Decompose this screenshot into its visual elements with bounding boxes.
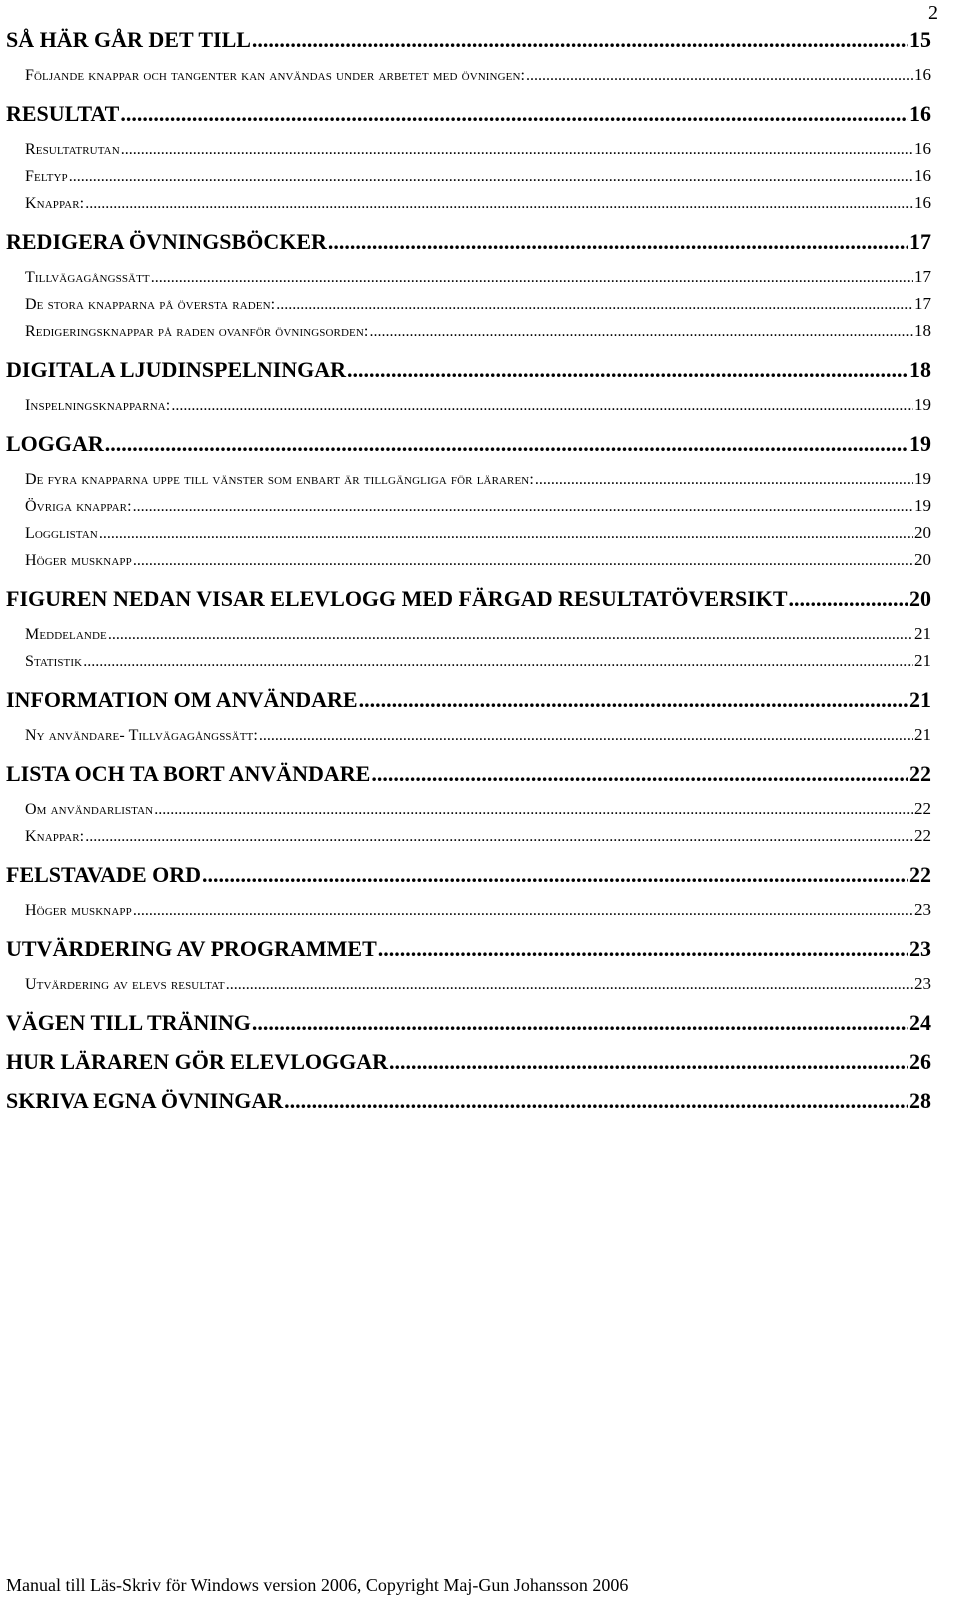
toc-entry-title: Utvärdering av elevs resultat: [25, 976, 225, 993]
toc-entry-page-number: 23: [914, 900, 931, 919]
toc-dot-leader: [226, 972, 913, 998]
toc-entry-page-number: 22: [909, 761, 931, 786]
toc-entry-title: Logglistan: [25, 525, 98, 542]
toc-entry-page-number: 18: [914, 321, 931, 340]
toc-subentry[interactable]: [6, 823, 931, 850]
toc-entry-page-number: 19: [909, 431, 931, 456]
toc-subentry[interactable]: [6, 466, 931, 493]
toc-dot-leader: [202, 861, 908, 889]
toc-entry-page-number: 28: [909, 1088, 931, 1113]
toc-heading-entry[interactable]: [6, 228, 931, 256]
toc-entry-title: FIGUREN NEDAN VISAR ELEVLOGG MED FÄRGAD RESULTATÖVERSIKT: [6, 586, 788, 611]
toc-dot-leader: [535, 467, 913, 493]
toc-entry-page-number: 17: [914, 267, 931, 286]
toc-entry-page-number: 17: [909, 229, 931, 254]
toc-entry-title: De stora knapparna på översta raden:: [25, 296, 276, 313]
toc-entry-title: Statistik: [25, 653, 83, 670]
toc-entry-page-number: 16: [914, 193, 931, 212]
toc-dot-leader: [171, 393, 913, 419]
toc-entry-page-number: 23: [909, 936, 931, 961]
toc-dot-leader: [105, 430, 908, 458]
toc-dot-leader: [85, 824, 913, 850]
toc-entry-title: DIGITALA LJUDINSPELNINGAR: [6, 357, 347, 382]
toc-subentry[interactable]: [6, 62, 931, 89]
toc-entry-title: UTVÄRDERING AV PROGRAMMET: [6, 936, 377, 961]
toc-dot-leader: [69, 164, 913, 190]
toc-entry-title: RESULTAT: [6, 101, 120, 126]
page-number: 2: [928, 2, 938, 24]
toc-dot-leader: [120, 100, 908, 128]
toc-heading-entry[interactable]: [6, 26, 931, 54]
toc-entry-title: Meddelande: [25, 626, 107, 643]
toc-dot-leader: [85, 191, 913, 217]
toc-subentry[interactable]: [6, 190, 931, 217]
toc-heading-entry[interactable]: [6, 1009, 931, 1037]
toc-heading-entry[interactable]: [6, 1087, 931, 1115]
toc-entry-title: Knappar:: [25, 195, 85, 212]
toc-entry-title: Övriga knappar:: [25, 498, 132, 515]
toc-heading-entry[interactable]: [6, 861, 931, 889]
toc-subentry[interactable]: [6, 136, 931, 163]
toc-entry-page-number: 16: [914, 166, 931, 185]
toc-dot-leader: [526, 63, 913, 89]
toc-dot-leader: [276, 292, 913, 318]
toc-heading-entry[interactable]: [6, 760, 931, 788]
toc-heading-entry[interactable]: [6, 585, 931, 613]
toc-entry-page-number: 20: [914, 550, 931, 569]
toc-dot-leader: [389, 1048, 908, 1076]
toc-entry-title: Tillvägagångssätt: [25, 269, 150, 286]
toc-entry-title: De fyra knapparna uppe till vänster som enbart är tillgängliga för läraren:: [25, 471, 534, 488]
toc-entry-title: Höger musknapp: [25, 902, 132, 919]
toc-heading-entry[interactable]: [6, 356, 931, 384]
toc-entry-title: Feltyp: [25, 168, 68, 185]
toc-entry-page-number: 16: [914, 139, 931, 158]
toc-entry-title: Redigeringsknappar på raden ovanför övningsorden:: [25, 323, 369, 340]
toc-entry-page-number: 20: [914, 523, 931, 542]
toc-entry-title: Resultatrutan: [25, 141, 120, 158]
toc-dot-leader: [789, 585, 908, 613]
toc-dot-leader: [369, 319, 913, 345]
toc-heading-entry[interactable]: [6, 686, 931, 714]
toc-entry-title: HUR LÄRAREN GÖR ELEVLOGGAR: [6, 1049, 388, 1074]
toc-subentry[interactable]: [6, 318, 931, 345]
toc-dot-leader: [108, 622, 913, 648]
toc-entry-page-number: 26: [909, 1049, 931, 1074]
toc-entry-page-number: 23: [914, 974, 931, 993]
toc-dot-leader: [154, 797, 913, 823]
toc-subentry[interactable]: [6, 163, 931, 190]
toc-entry-page-number: 19: [914, 395, 931, 414]
toc-dot-leader: [121, 137, 913, 163]
toc-entry-title: Inspelningsknapparna:: [25, 397, 171, 414]
toc-entry-page-number: 19: [914, 496, 931, 515]
toc-dot-leader: [252, 26, 908, 54]
table-of-contents: [6, 26, 931, 1123]
toc-dot-leader: [99, 521, 913, 547]
toc-subentry[interactable]: [6, 291, 931, 318]
toc-entry-page-number: 17: [914, 294, 931, 313]
toc-dot-leader: [328, 228, 908, 256]
toc-heading-entry[interactable]: [6, 100, 931, 128]
toc-heading-entry[interactable]: [6, 1048, 931, 1076]
toc-subentry[interactable]: [6, 796, 931, 823]
toc-subentry[interactable]: [6, 971, 931, 998]
toc-dot-leader: [133, 548, 913, 574]
toc-entry-page-number: 20: [909, 586, 931, 611]
toc-dot-leader: [133, 898, 913, 924]
toc-entry-page-number: 18: [909, 357, 931, 382]
toc-entry-page-number: 16: [909, 101, 931, 126]
toc-dot-leader: [371, 760, 908, 788]
toc-entry-page-number: 22: [914, 826, 931, 845]
toc-entry-title: LISTA OCH TA BORT ANVÄNDARE: [6, 761, 371, 786]
toc-entry-page-number: 15: [909, 27, 931, 52]
toc-entry-title: Ny användare- Tillvägagångssätt:: [25, 727, 258, 744]
toc-entry-title: INFORMATION OM ANVÄNDARE: [6, 687, 358, 712]
toc-dot-leader: [284, 1087, 908, 1115]
toc-dot-leader: [378, 935, 908, 963]
toc-subentry[interactable]: [6, 648, 931, 675]
toc-entry-page-number: 16: [914, 65, 931, 84]
toc-entry-title: Följande knappar och tangenter kan användas under arbetet med övningen:: [25, 67, 526, 84]
toc-entry-title: FELSTAVADE ORD: [6, 862, 202, 887]
toc-entry-page-number: 22: [909, 862, 931, 887]
toc-entry-title: Om användarlistan: [25, 801, 154, 818]
toc-dot-leader: [151, 265, 913, 291]
toc-entry-title: LOGGAR: [6, 431, 104, 456]
toc-heading-entry[interactable]: [6, 935, 931, 963]
toc-entry-page-number: 21: [909, 687, 931, 712]
toc-entry-page-number: 21: [914, 651, 931, 670]
toc-subentry[interactable]: [6, 897, 931, 924]
toc-entry-title: VÄGEN TILL TRÄNING: [6, 1010, 251, 1035]
toc-subentry[interactable]: [6, 264, 931, 291]
toc-subentry[interactable]: [6, 547, 931, 574]
toc-subentry[interactable]: [6, 493, 931, 520]
toc-subentry[interactable]: [6, 520, 931, 547]
toc-dot-leader: [259, 723, 913, 749]
toc-dot-leader: [347, 356, 908, 384]
page-footer: Manual till Läs-Skriv för Windows version 2006, Copyright Maj-Gun Johansson 2006: [6, 1575, 629, 1595]
toc-dot-leader: [252, 1009, 908, 1037]
toc-entry-page-number: 21: [914, 725, 931, 744]
toc-subentry[interactable]: [6, 722, 931, 749]
toc-dot-leader: [83, 649, 913, 675]
toc-entry-title: SKRIVA EGNA ÖVNINGAR: [6, 1088, 284, 1113]
toc-subentry[interactable]: [6, 392, 931, 419]
toc-subentry[interactable]: [6, 621, 931, 648]
toc-entry-page-number: 21: [914, 624, 931, 643]
toc-entry-title: Knappar:: [25, 828, 85, 845]
toc-heading-entry[interactable]: [6, 430, 931, 458]
toc-dot-leader: [133, 494, 913, 520]
toc-entry-page-number: 22: [914, 799, 931, 818]
toc-entry-title: REDIGERA ÖVNINGSBÖCKER: [6, 229, 327, 254]
toc-entry-title: Höger musknapp: [25, 552, 132, 569]
toc-entry-page-number: 19: [914, 469, 931, 488]
toc-entry-page-number: 24: [909, 1010, 931, 1035]
toc-entry-title: SÅ HÄR GÅR DET TILL: [6, 27, 251, 52]
toc-dot-leader: [359, 686, 908, 714]
